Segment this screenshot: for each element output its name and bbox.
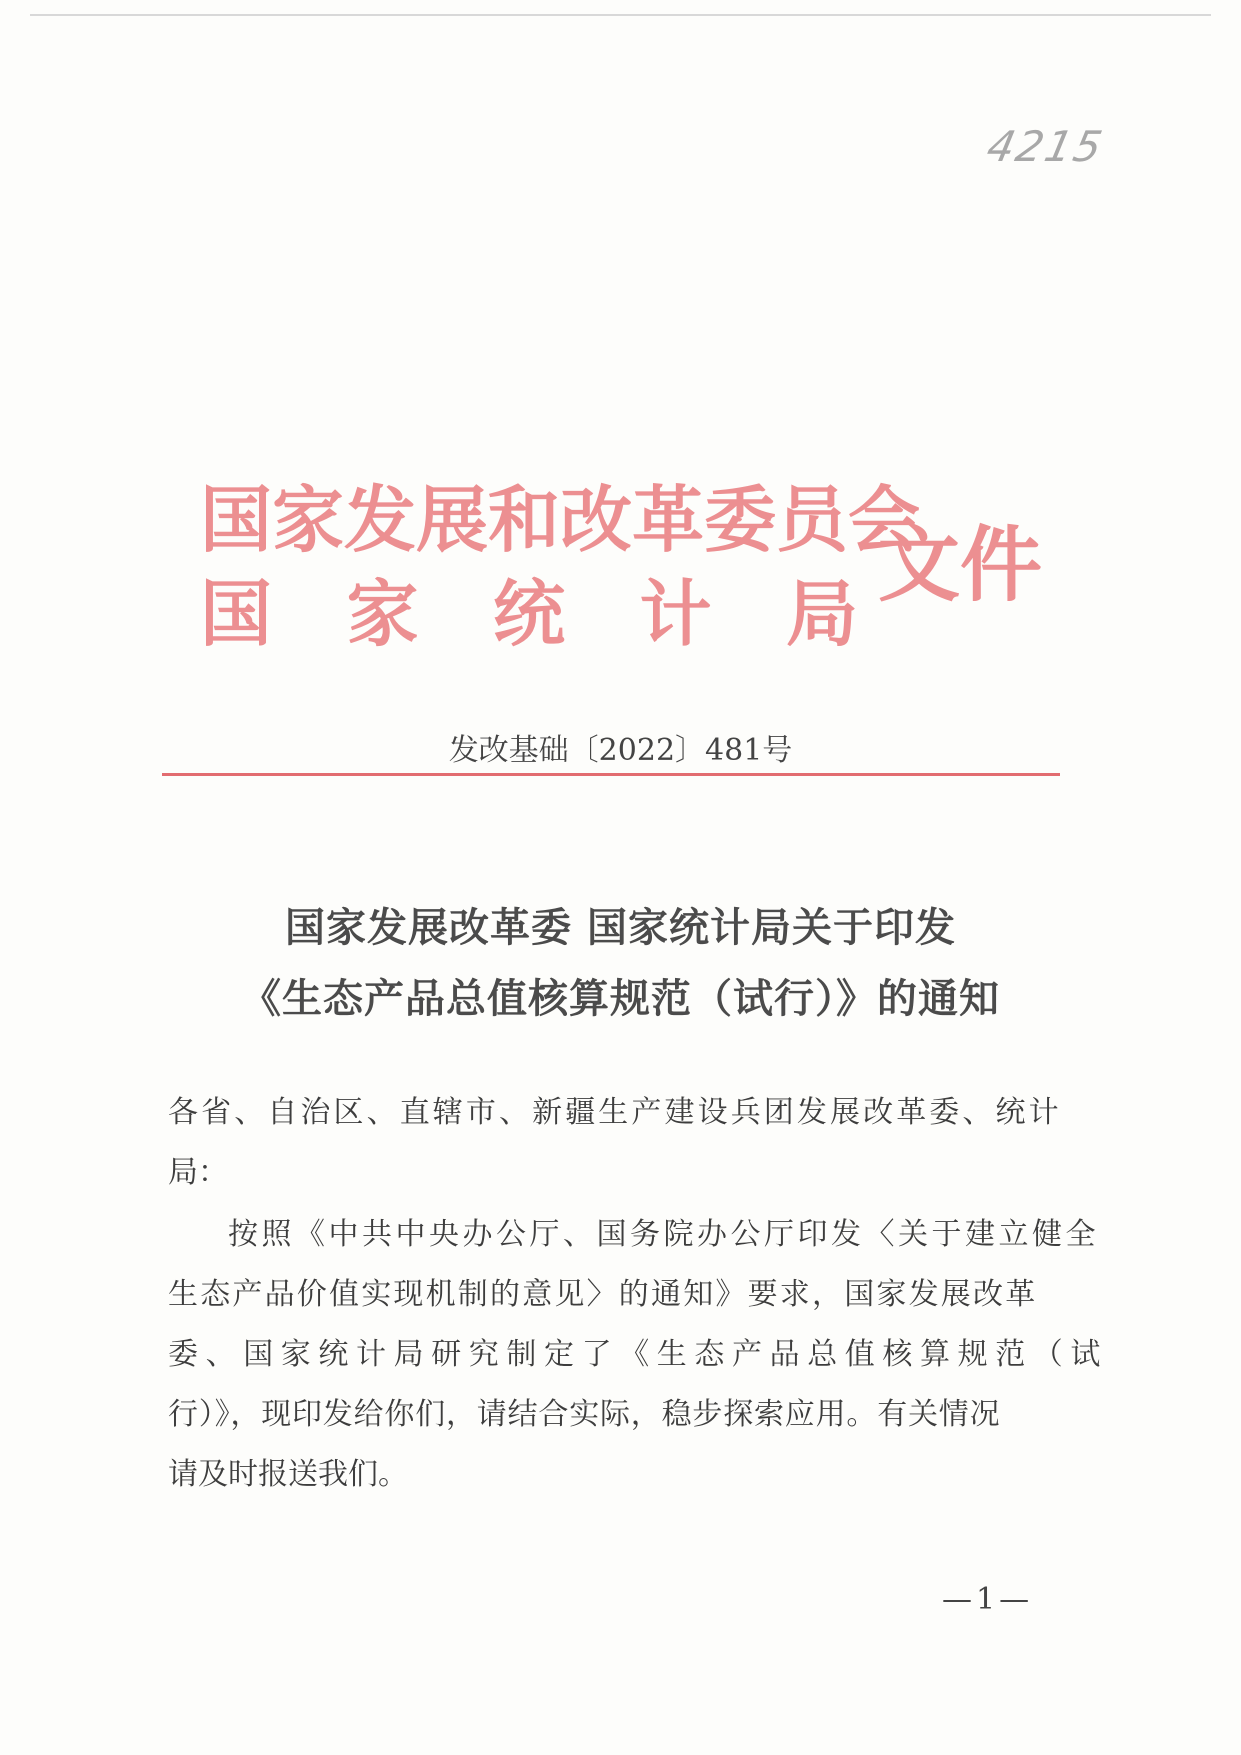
salutation-line: 各省、自治区、直辖市、新疆生产建设兵团发展改革委、统计	[168, 1095, 1062, 1130]
salutation-line: 局：	[168, 1155, 228, 1190]
paragraph-line: 生态产品价值实现机制的意见〉的通知》要求，国家发展改革	[168, 1277, 1038, 1312]
document-number: 发改基础〔2022〕481号	[448, 733, 793, 768]
body-paragraph	[168, 1205, 1108, 1505]
notice-title-line-2: 《生态产品总值核算规范（试行）》的通知	[241, 976, 1000, 1022]
paragraph-line: 委、国家统计局研究制定了《生态产品总值核算规范（试	[168, 1337, 1108, 1372]
issuer-nbs-char: 统	[492, 571, 565, 656]
document-word: 文件	[878, 517, 1043, 613]
scan-edge	[30, 14, 1211, 16]
salutation	[168, 1083, 1062, 1203]
issuer-ndrc: 国家发展和改革委员会	[200, 477, 921, 562]
issuer-nbs-char: 国	[200, 571, 273, 656]
handwritten-number: 4215	[982, 122, 1109, 171]
issuer-nbs-char: 家	[346, 571, 419, 656]
paragraph-line: 按照《中共中央办公厅、国务院办公厅印发〈关于建立健全	[228, 1217, 1099, 1252]
page-number: —1—	[942, 1582, 1034, 1617]
paragraph-line: 请及时报送我们。	[168, 1457, 408, 1492]
paragraph-line: 行）》，现印发给你们，请结合实际，稳步探索应用。有关情况	[168, 1397, 1001, 1432]
notice-title-line-1: 国家发展改革委 国家统计局关于印发	[285, 905, 956, 951]
red-divider	[162, 773, 1060, 776]
issuer-nbs	[200, 556, 858, 660]
issuer-nbs-char: 局	[785, 571, 858, 656]
issuer-nbs-char: 计	[639, 571, 712, 656]
